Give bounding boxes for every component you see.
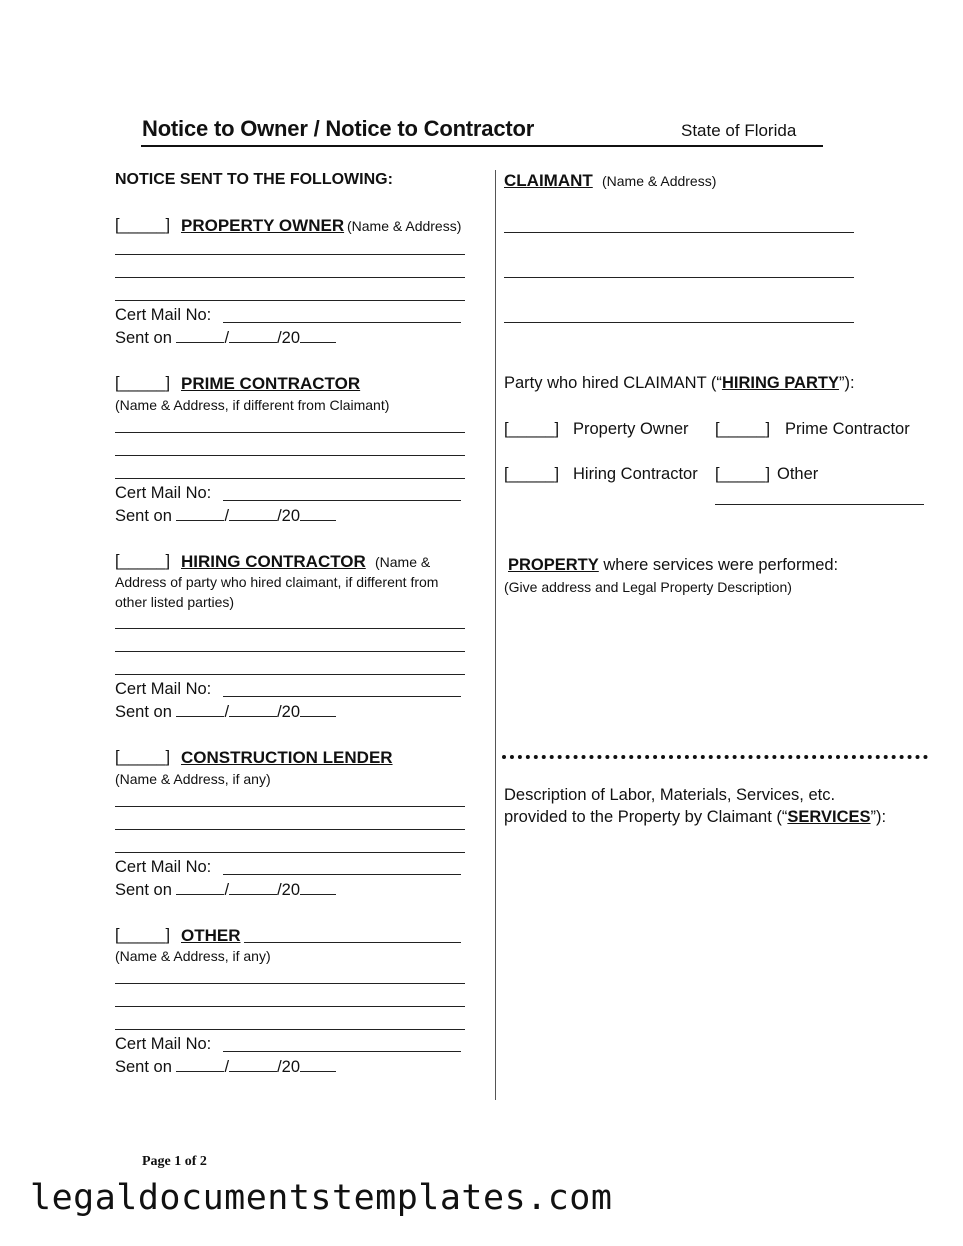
prime-contractor-label: PRIME CONTRACTOR — [181, 374, 361, 393]
year-field[interactable] — [300, 1058, 336, 1072]
cert-mail-field[interactable] — [223, 322, 461, 323]
page-title: Notice to Owner / Notice to Contractor — [142, 116, 535, 141]
watermark: legaldocumentstemplates.com — [30, 1178, 613, 1218]
property-owner-note: (Name & Address) — [347, 218, 462, 234]
hp-property-owner-label: Property Owner — [573, 420, 689, 438]
construction-lender-address-line[interactable] — [115, 806, 465, 807]
hiring-contractor-checkbox[interactable]: [_____] — [115, 552, 171, 570]
property-owner-label: PROPERTY OWNER — [181, 216, 345, 235]
month-field[interactable] — [176, 1058, 224, 1072]
sent-on-row[interactable] — [115, 881, 336, 900]
hp-prime-contractor-checkbox[interactable]: [_____] — [715, 420, 771, 438]
other-address-line[interactable] — [115, 1029, 465, 1030]
construction-lender-label: CONSTRUCTION LENDER — [181, 748, 393, 767]
hiring-contractor-label: HIRING CONTRACTOR — [181, 552, 366, 571]
cert-mail-label: Cert Mail No: — [115, 680, 212, 698]
construction-lender-address-line[interactable] — [115, 829, 465, 830]
claimant-address-line[interactable] — [504, 322, 854, 323]
date-slash: / — [224, 507, 230, 525]
construction-lender-note: (Name & Address, if any) — [115, 771, 271, 787]
claimant-label: CLAIMANT — [504, 171, 593, 190]
hp-hiring-contractor-label: Hiring Contractor — [573, 465, 698, 483]
date-slash: / — [224, 329, 230, 347]
property-note: (Give address and Legal Property Description) — [504, 579, 792, 595]
date-slash: / — [224, 881, 230, 899]
prime-contractor-address-line[interactable] — [115, 432, 465, 433]
property-owner-address-line[interactable] — [115, 277, 465, 278]
hiring-contractor-note: other listed parties) — [115, 594, 235, 610]
month-field[interactable] — [176, 507, 224, 521]
services-line-1: Description of Labor, Materials, Services, etc. — [504, 786, 836, 804]
services-label: SERVICES — [787, 808, 871, 826]
sent-on-label: Sent on — [115, 881, 172, 899]
other-note: (Name & Address, if any) — [115, 948, 271, 964]
month-field[interactable] — [176, 881, 224, 895]
year-field[interactable] — [300, 329, 336, 343]
hp-other-label: Other — [777, 465, 819, 483]
cert-mail-label: Cert Mail No: — [115, 1035, 212, 1053]
other-checkbox[interactable]: [_____] — [115, 926, 171, 944]
sent-on-label: Sent on — [115, 703, 172, 721]
cert-mail-field[interactable] — [223, 696, 461, 697]
property-owner-address-line[interactable] — [115, 300, 465, 301]
sent-on-label: Sent on — [115, 507, 172, 525]
claimant-address-line[interactable] — [504, 232, 854, 233]
cert-mail-field[interactable] — [223, 500, 461, 501]
services-prefix: provided to the Property by Claimant (“ — [504, 808, 788, 826]
notice-sent-heading: NOTICE SENT TO THE FOLLOWING: — [115, 171, 393, 188]
hiring-party-suffix: ”): — [838, 374, 855, 392]
hp-property-owner-checkbox[interactable]: [_____] — [504, 420, 560, 438]
hp-hiring-contractor-checkbox[interactable]: [_____] — [504, 465, 560, 483]
cert-mail-field[interactable] — [223, 874, 461, 875]
property-heading — [508, 556, 838, 575]
day-field[interactable] — [229, 881, 277, 895]
day-field[interactable] — [229, 703, 277, 717]
column-divider — [495, 170, 496, 1100]
day-field[interactable] — [229, 1058, 277, 1072]
prime-contractor-address-line[interactable] — [115, 478, 465, 479]
hiring-party-label: HIRING PARTY — [721, 374, 839, 392]
property-text: where services were performed: — [603, 556, 839, 574]
year-field[interactable] — [300, 881, 336, 895]
other-label: OTHER — [181, 926, 241, 945]
claimant-address-line[interactable] — [504, 277, 854, 278]
year-prefix: /20 — [277, 703, 301, 721]
sent-on-row[interactable] — [115, 507, 336, 526]
sent-on-row[interactable] — [115, 1058, 336, 1077]
construction-lender-address-line[interactable] — [115, 852, 465, 853]
sent-on-label: Sent on — [115, 1058, 172, 1076]
sent-on-label: Sent on — [115, 329, 172, 347]
prime-contractor-checkbox[interactable]: [_____] — [115, 374, 171, 392]
hp-other-checkbox[interactable]: [_____] — [715, 465, 771, 483]
construction-lender-checkbox[interactable]: [_____] — [115, 748, 171, 766]
prime-contractor-note: (Name & Address, if different from Claimant) — [115, 397, 390, 413]
services-suffix: ”): — [870, 808, 887, 826]
page-number: Page 1 of 2 — [142, 1154, 207, 1169]
month-field[interactable] — [176, 703, 224, 717]
sent-on-row[interactable] — [115, 703, 336, 722]
day-field[interactable] — [229, 507, 277, 521]
hiring-contractor-address-line[interactable] — [115, 651, 465, 652]
hiring-contractor-note: (Name & — [375, 554, 431, 570]
dotted-divider — [502, 755, 928, 759]
hiring-party-prefix: Party who hired CLAIMANT (“ — [504, 374, 722, 392]
property-owner-checkbox[interactable]: [_____] — [115, 216, 171, 234]
year-prefix: /20 — [277, 329, 301, 347]
hp-prime-contractor-label: Prime Contractor — [785, 420, 910, 438]
date-slash: / — [224, 1058, 230, 1076]
hiring-contractor-address-line[interactable] — [115, 628, 465, 629]
hiring-contractor-note: Address of party who hired claimant, if different from — [115, 574, 439, 590]
other-address-line[interactable] — [115, 983, 465, 984]
year-prefix: /20 — [277, 881, 301, 899]
claimant-note: (Name & Address) — [602, 173, 717, 189]
other-name-field[interactable] — [244, 942, 461, 943]
day-field[interactable] — [229, 329, 277, 343]
services-heading — [504, 808, 886, 827]
cert-mail-label: Cert Mail No: — [115, 306, 212, 324]
prime-contractor-address-line[interactable] — [115, 455, 465, 456]
property-owner-address-line[interactable] — [115, 254, 465, 255]
property-label: PROPERTY — [508, 556, 599, 574]
year-prefix: /20 — [277, 507, 301, 525]
year-field[interactable] — [300, 703, 336, 717]
cert-mail-label: Cert Mail No: — [115, 484, 212, 502]
state-label: State of Florida — [681, 121, 797, 140]
month-field[interactable] — [176, 329, 224, 343]
cert-mail-field[interactable] — [223, 1051, 461, 1052]
title-divider — [141, 145, 823, 147]
sent-on-row[interactable] — [115, 329, 336, 348]
year-prefix: /20 — [277, 1058, 301, 1076]
hp-other-field[interactable] — [715, 504, 924, 505]
hiring-party-heading — [504, 374, 855, 393]
year-field[interactable] — [300, 507, 336, 521]
date-slash: / — [224, 703, 230, 721]
cert-mail-label: Cert Mail No: — [115, 858, 212, 876]
hiring-contractor-address-line[interactable] — [115, 674, 465, 675]
other-address-line[interactable] — [115, 1006, 465, 1007]
